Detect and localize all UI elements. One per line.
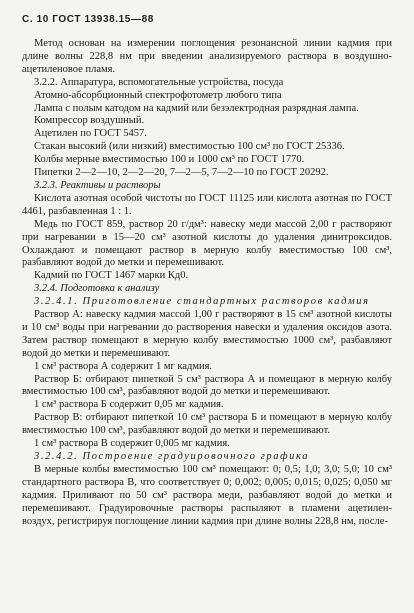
paragraph-beaker: Стакан высокий (или низкий) вместимостью 100 см³ по ГОСТ 25336. <box>34 141 345 153</box>
paragraph-compressor: Компрессор воздушный. <box>34 115 145 127</box>
paragraph-pipettes: Пипетки 2—2—10, 2—2—20, 7—2—5, 7—2—10 по ГОСТ 20292. <box>34 167 329 179</box>
paragraph-calibration: В мерные колбы вместимостью 100 см³ помещают: 0; 0,5; 1,0; 3,0; 5,0; 10 см³ стандартного раствора В, что соответствует 0; 0,002; 0,005; 0,015; 0,025; 0,050 мг кадмия. Приливают по 50 см³ раствора меди, разбавляют водой до метки и перемешивают. Градуировочные растворы распыляют в пламени ацетилен-воздух, регистрируя поглощение линии кадмия при длине волны 228,8 нм, после- <box>22 463 392 527</box>
paragraph-solution-b-content: 1 см³ раствора Б содержит 0,05 мг кадмия. <box>34 399 224 411</box>
paragraph-solution-b: Раствор Б: отбирают пипеткой 5 см³ раствора А и помещают в мерную колбу вместимостью 100 см³, разбавляют водой до метки и перемешивают. <box>22 373 392 398</box>
paragraph-acetylene: Ацетилен по ГОСТ 5457. <box>34 128 147 140</box>
paragraph-flasks: Колбы мерные вместимостью 100 и 1000 см³ по ГОСТ 1770. <box>34 154 305 166</box>
page-header: С. 10 ГОСТ 13938.15—88 <box>22 14 154 25</box>
paragraph-solution-v-content: 1 см³ раствора В содержит 0,005 мг кадмия. <box>34 438 230 450</box>
paragraph-method: Метод основан на измерении поглощения резонансной линии кадмия при длине волны 228,8 нм при введении анализируемого раствора в воздушно-ацетиленовое пламя. <box>22 38 392 75</box>
document-page <box>22 14 392 528</box>
section-standard-solutions-heading: 3.2.4.1. Приготовление стандартных растворов кадмия <box>34 296 370 308</box>
section-preparation-heading: 3.2.4. Подготовка к анализу <box>34 283 160 295</box>
section-reagents-heading: 3.2.3. Реактивы и растворы <box>34 179 161 191</box>
paragraph-lamp: Лампа с полым катодом на кадмий или безэлектродная разрядная лампа. <box>34 102 359 114</box>
paragraph-solution-a: Раствор А: навеску кадмия массой 1,00 г растворяют в 15 см³ азотной кислоты и 10 см³ воды при нагревании до растворения навески и удаления оксидов азота. Затем раствор помещают в мерную колбу вместимостью 1000 см³, разбавляют водой до метки и перемешивают. <box>22 309 392 359</box>
paragraph-solution-v: Раствор В: отбирают пипеткой 10 см³ раствора Б и помещают в мерную колбу вместимостью 100 см³, разбавляют водой до метки и перемешивают. <box>22 412 392 437</box>
paragraph-copper-solution: Медь по ГОСТ 859, раствор 20 г/дм³: навеску меди массой 2,00 г растворяют при нагревании в 15—20 см³ азотной кислоты до удаления динитроксидов. Охлаждают и помещают раствор в мерную колбу вместимостью 100 см³, разбавляют водой до метки и перемешивают. <box>22 218 392 269</box>
section-apparatus-heading: 3.2.2. Аппаратура, вспомогательные устройства, посуда <box>34 76 284 88</box>
paragraph-spectrophotometer: Атомно-абсорбционный спектрофотометр любого типа <box>34 89 282 101</box>
section-calibration-heading: 3.2.4.2. Построение градуировочного графика <box>34 451 310 462</box>
paragraph-solution-a-content: 1 см³ раствора А содержит 1 мг кадмия. <box>34 360 213 372</box>
paragraph-nitric-acid: Кислота азотная особой чистоты по ГОСТ 11125 или кислота азотная по ГОСТ 4461, разбавленная 1 : 1. <box>22 192 392 217</box>
paragraph-cadmium: Кадмий по ГОСТ 1467 марки Кд0. <box>34 270 189 282</box>
